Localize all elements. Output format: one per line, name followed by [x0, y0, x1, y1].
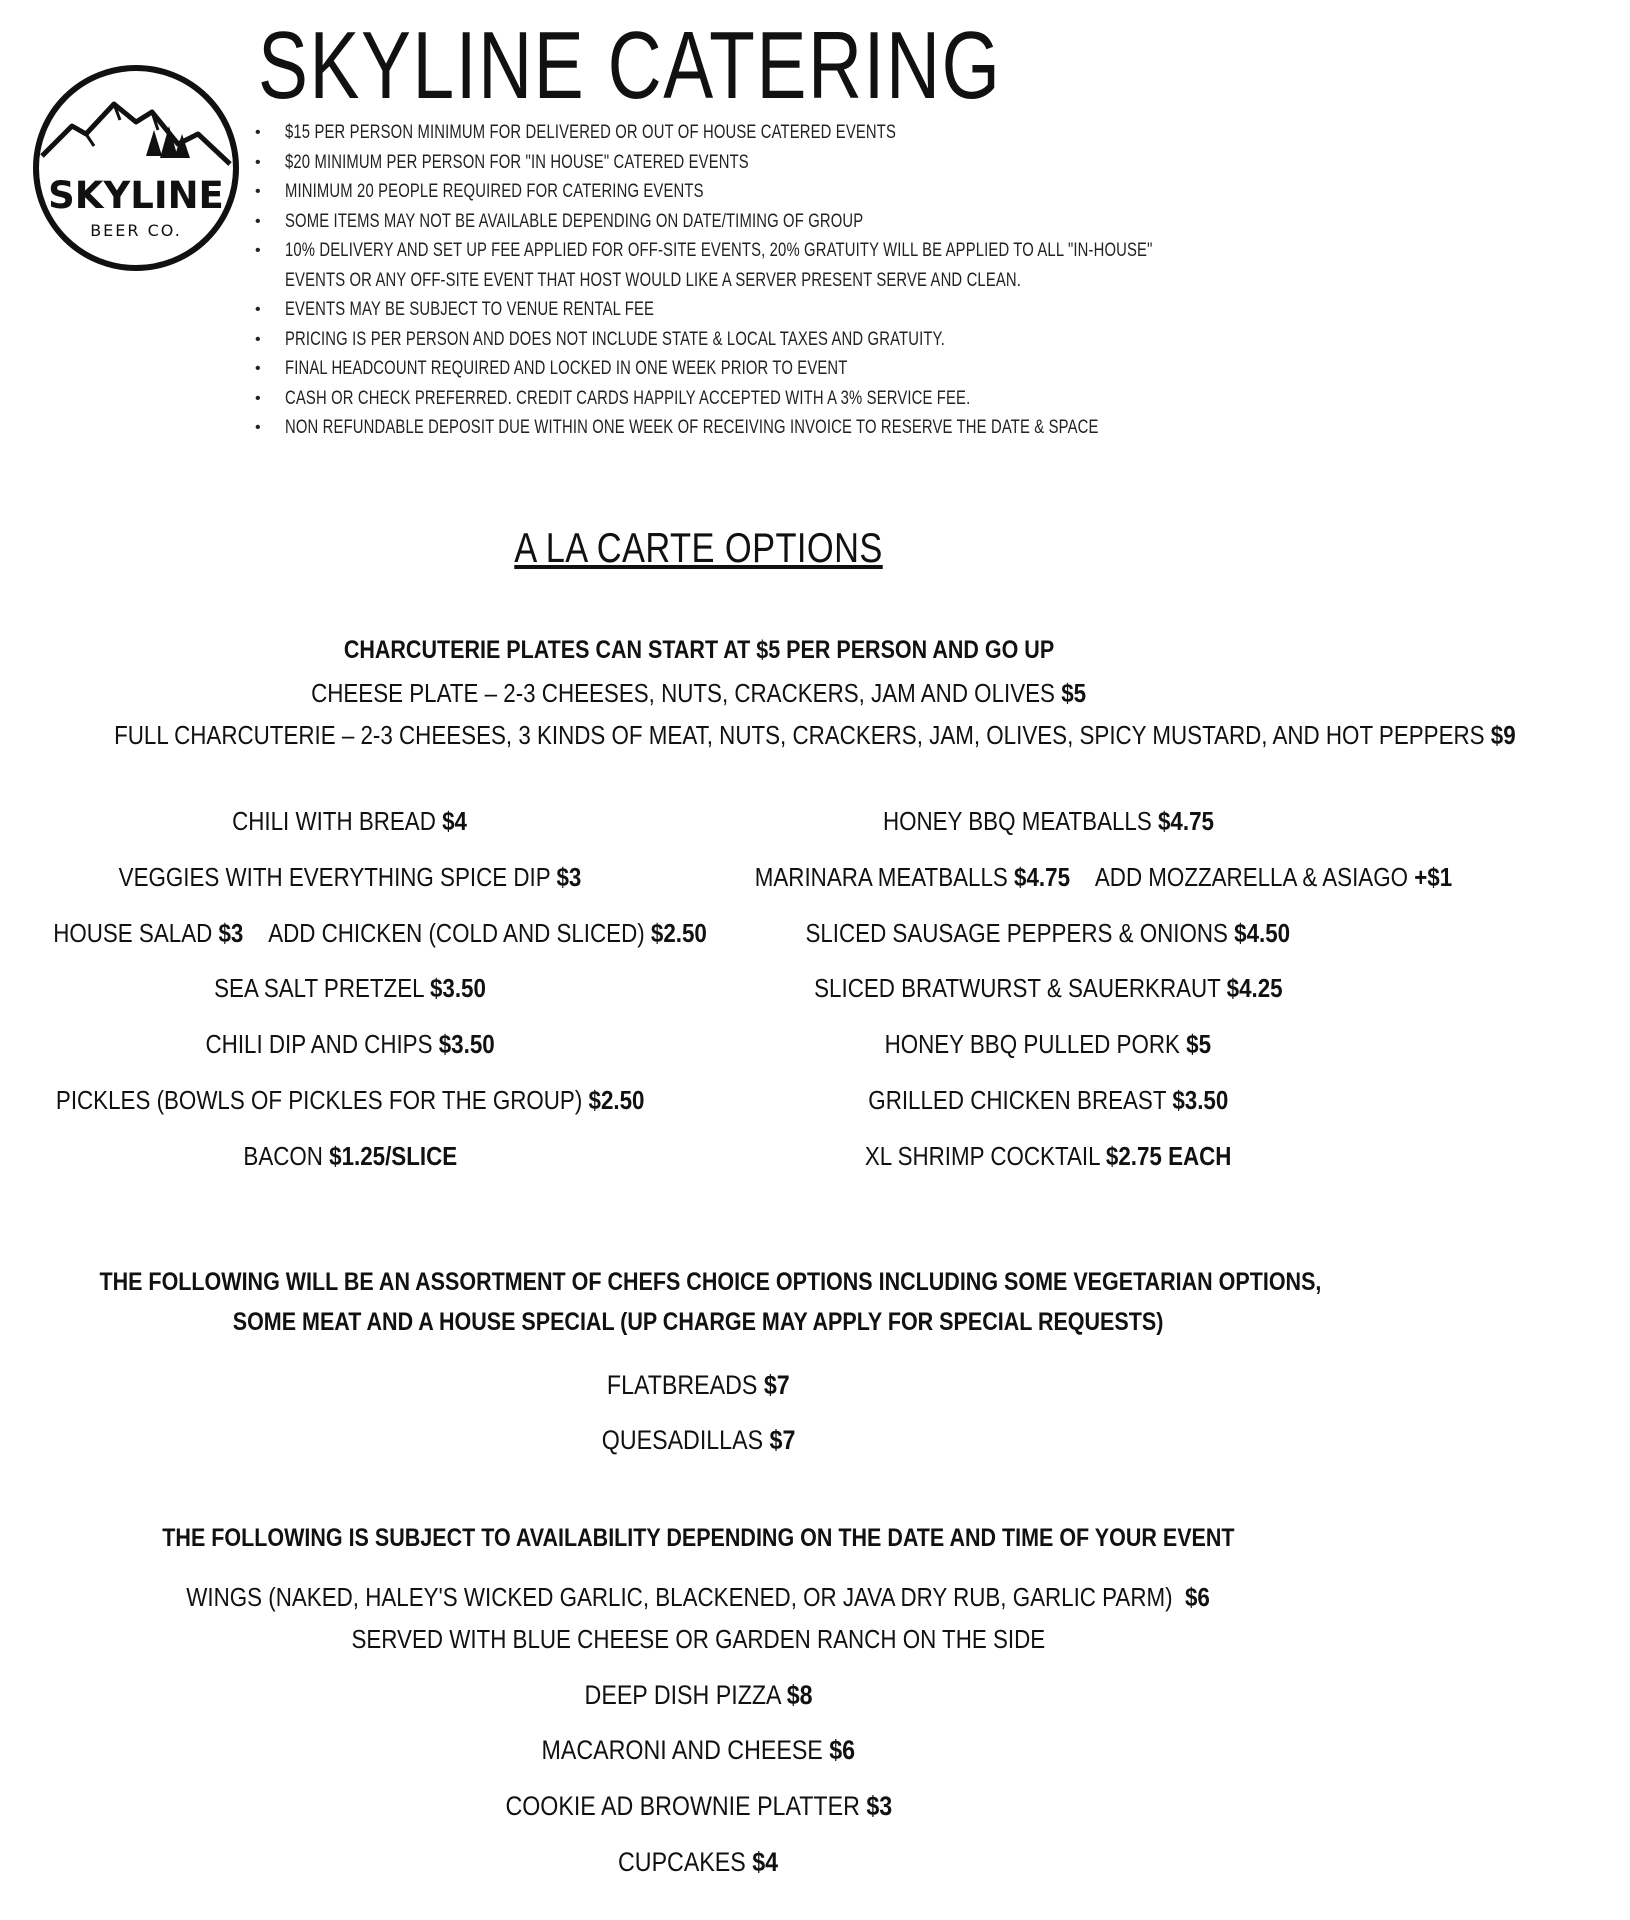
policy-text: 10% DELIVERY AND SET UP FEE APPLIED FOR OFF-SITE EVENTS, 20% GRATUITY WILL BE APPLIED TO ALL "IN-HOUSE" [285, 240, 1153, 261]
menu-item-price: $2.50 [588, 1084, 645, 1115]
bullet-icon: • [255, 301, 261, 318]
menu-item-price: $4.25 [1226, 973, 1283, 1004]
policy-item [255, 354, 1355, 384]
cheese-plate-item [0, 678, 1397, 709]
bullet-icon: • [255, 389, 261, 407]
policy-text: CASH OR CHECK PREFERRED. CREDIT CARDS HAPPILY ACCEPTED WITH A 3% SERVICE FEE. [285, 387, 971, 409]
menu-item [698, 967, 1398, 1023]
bullet-icon: • [255, 153, 261, 171]
menu-item [698, 912, 1398, 968]
menu-item-price: $3 [556, 861, 582, 892]
menu-item-name: PICKLES (BOWLS OF PICKLES FOR THE GROUP) [55, 1084, 583, 1115]
mac-name: MACARONI AND CHEESE [541, 1735, 823, 1765]
chef-choice-heading-line1: THE FOLLOWING WILL BE AN ASSORTMENT OF CHEFS CHOICE OPTIONS INCLUDING SOME VEGETARIAN OPTIONS, [99, 1268, 1322, 1296]
quesadillas-item [0, 1425, 1397, 1456]
policy-list [255, 118, 1355, 443]
charcuterie-heading-text: CHARCUTERIE PLATES CAN START AT $5 PER PERSON AND GO UP [343, 636, 1054, 664]
policy-item [255, 413, 1355, 443]
wings-item [0, 1576, 1397, 1660]
bullet-icon: • [255, 212, 261, 230]
policy-item [255, 236, 1355, 266]
cupcakes-name: CUPCAKES [618, 1847, 747, 1877]
menu-item-name: HONEY BBQ MEATBALLS [882, 806, 1152, 836]
charcuterie-heading [0, 636, 1397, 665]
menu-item-name: BACON [243, 1140, 323, 1171]
menu-item [0, 967, 700, 1023]
cookie-name: COOKIE AD BROWNIE PLATTER [505, 1791, 860, 1821]
menu-item-name: HONEY BBQ PULLED PORK [884, 1029, 1181, 1060]
flatbreads-item [0, 1370, 1397, 1401]
menu-item-price: $4.50 [1234, 917, 1291, 948]
availability-heading-text: THE FOLLOWING IS SUBJECT TO AVAILABILITY DEPENDING ON THE DATE AND TIME OF YOUR EVENT [162, 1524, 1235, 1552]
skyline-logo [28, 60, 244, 276]
menu-item-price: $2.75 EACH [1105, 1140, 1232, 1171]
bullet-icon: • [255, 242, 261, 259]
policy-text: $15 PER PERSON MINIMUM FOR DELIVERED OR OUT OF HOUSE CATERED EVENTS [285, 122, 897, 143]
cheese-plate-price: $5 [1061, 678, 1086, 708]
full-charcuterie-item [0, 720, 1516, 751]
menu-item-price: $4.75 [1014, 861, 1071, 892]
flatbreads-name: FLATBREADS [607, 1370, 758, 1400]
menu-item-addon-price: $2.50 [650, 917, 707, 948]
menu-item-price: $1.25/SLICE [328, 1140, 457, 1171]
policy-text: PRICING IS PER PERSON AND DOES NOT INCLUDE STATE & LOCAL TAXES AND GRATUITY. [285, 328, 945, 350]
policy-item [255, 148, 1355, 178]
policy-text: EVENTS MAY BE SUBJECT TO VENUE RENTAL FEE [285, 299, 655, 320]
menu-item-name: CHILI DIP AND CHIPS [205, 1029, 433, 1060]
menu-item [698, 1135, 1398, 1191]
menu-item [0, 1023, 700, 1079]
menu-column-right [698, 800, 1453, 1191]
pizza-name: DEEP DISH PIZZA [584, 1680, 781, 1710]
policy-text: SOME ITEMS MAY NOT BE AVAILABLE DEPENDING ON DATE/TIMING OF GROUP [285, 210, 864, 232]
policy-text: FINAL HEADCOUNT REQUIRED AND LOCKED IN ONE WEEK PRIOR TO EVENT [285, 358, 848, 379]
wings-note: SERVED WITH BLUE CHEESE OR GARDEN RANCH ON THE SIDE [351, 1624, 1046, 1654]
policy-item [255, 325, 1355, 355]
chef-choice-heading [0, 1262, 1397, 1342]
quesadillas-price: $7 [769, 1425, 796, 1455]
cupcakes-item [0, 1847, 1397, 1878]
menu-item-name: HOUSE SALAD [53, 917, 213, 948]
menu-item [0, 1079, 700, 1135]
mac-price: $6 [829, 1735, 856, 1765]
menu-item-name: SLICED SAUSAGE PEPPERS & ONIONS [805, 917, 1229, 948]
menu-item [698, 800, 1398, 856]
menu-item [0, 856, 700, 912]
bullet-icon: • [255, 124, 261, 141]
menu-item-price: $3 [218, 917, 244, 948]
menu-item-name: CHILI WITH BREAD [232, 806, 437, 836]
logo-wordmark: SKYLINE [48, 174, 224, 217]
cupcakes-price: $4 [752, 1847, 779, 1877]
section-title: A LA CARTE OPTIONS [514, 524, 883, 571]
menu-item-name: SLICED BRATWURST & SAUERKRAUT [813, 973, 1221, 1004]
policy-text: MINIMUM 20 PEOPLE REQUIRED FOR CATERING EVENTS [285, 181, 704, 202]
menu-item-addon: ADD CHICKEN (COLD AND SLICED) [268, 917, 645, 948]
full-charcuterie-name: FULL CHARCUTERIE – 2-3 CHEESES, 3 KINDS OF MEAT, NUTS, CRACKERS, JAM, OLIVES, SPICY MUSTARD, AND HOT PEPPERS [114, 720, 1485, 750]
cookie-price: $3 [865, 1791, 892, 1821]
chef-choice-heading-line2: SOME MEAT AND A HOUSE SPECIAL (UP CHARGE MAY APPLY FOR SPECIAL REQUESTS) [233, 1308, 1164, 1336]
menu-item-price: $3.50 [1172, 1084, 1228, 1115]
menu-item [0, 800, 700, 856]
menu-item [698, 856, 1453, 912]
menu-item-price: $4.75 [1157, 806, 1214, 836]
policy-text: EVENTS OR ANY OFF-SITE EVENT THAT HOST WOULD LIKE A SERVER PRESENT SERVE AND CLEAN. [285, 269, 1022, 291]
menu-item-addon: ADD MOZZARELLA & ASIAGO [1094, 861, 1409, 892]
menu-item-name: VEGGIES WITH EVERYTHING SPICE DIP [118, 861, 551, 892]
menu-item-price: $3.50 [438, 1029, 495, 1060]
pizza-item [0, 1680, 1397, 1711]
policy-item [255, 266, 1355, 296]
menu-item-price: $3.50 [429, 973, 486, 1004]
cheese-plate-name: CHEESE PLATE – 2-3 CHEESES, NUTS, CRACKERS, JAM AND OLIVES [311, 678, 1055, 708]
menu-item-name: SEA SALT PRETZEL [214, 973, 424, 1004]
full-charcuterie-price: $9 [1490, 720, 1516, 750]
menu-item [0, 1135, 700, 1191]
menu-item-price: $5 [1186, 1029, 1212, 1060]
menu-item-addon-price: +$1 [1414, 861, 1453, 892]
menu-item-name: MARINARA MEATBALLS [754, 861, 1008, 892]
flatbreads-price: $7 [764, 1370, 790, 1400]
pizza-price: $8 [786, 1680, 813, 1710]
cookie-item [0, 1791, 1397, 1822]
bullet-icon: • [255, 360, 261, 377]
bullet-icon: • [255, 330, 261, 348]
menu-item-name: XL SHRIMP COCKTAIL [864, 1140, 1100, 1171]
menu-item-name: GRILLED CHICKEN BREAST [868, 1084, 1166, 1115]
bullet-icon: • [255, 419, 261, 436]
policy-item [255, 207, 1355, 237]
policy-text: $20 MINIMUM PER PERSON FOR "IN HOUSE" CATERED EVENTS [285, 151, 749, 173]
policy-item [255, 384, 1355, 414]
policy-item [255, 177, 1355, 207]
menu-item [698, 1079, 1398, 1135]
mac-item [0, 1735, 1397, 1766]
wings-price: $6 [1185, 1582, 1211, 1612]
menu-item [698, 1023, 1398, 1079]
logo-subtext: BEER CO. [90, 221, 182, 240]
policy-item [255, 118, 1355, 148]
availability-heading [0, 1524, 1397, 1553]
policy-item [255, 295, 1355, 325]
menu-item-price: $4 [442, 806, 468, 836]
menu-column-left [0, 800, 707, 1191]
bullet-icon: • [255, 183, 261, 200]
policy-text: NON REFUNDABLE DEPOSIT DUE WITHIN ONE WEEK OF RECEIVING INVOICE TO RESERVE THE DATE & SPACE [285, 417, 1099, 438]
menu-item [0, 912, 707, 968]
quesadillas-name: QUESADILLAS [601, 1425, 763, 1455]
page-title: SKYLINE CATERING [258, 12, 1002, 119]
wings-name: WINGS (NAKED, HALEY'S WICKED GARLIC, BLACKENED, OR JAVA DRY RUB, GARLIC PARM) [186, 1582, 1173, 1612]
